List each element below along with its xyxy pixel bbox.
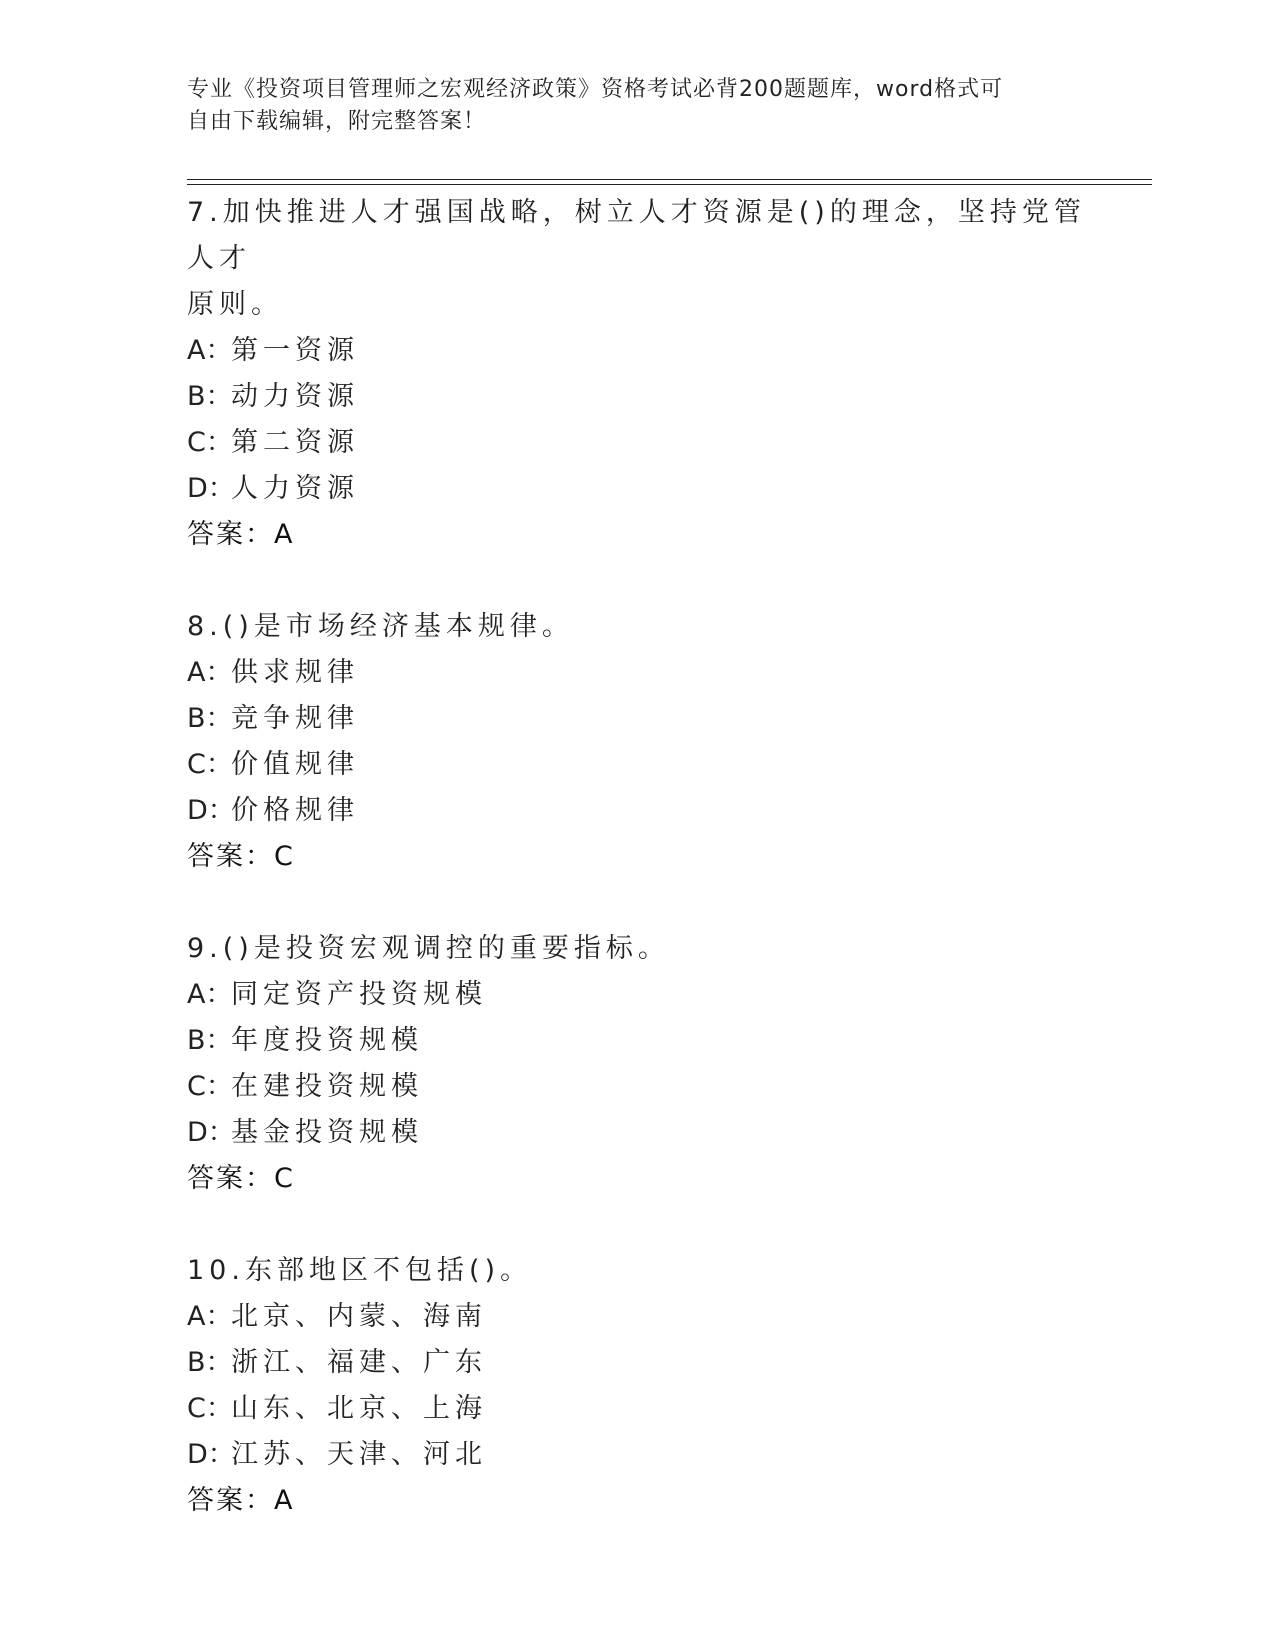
question-list	[187, 190, 1087, 1570]
option-a	[187, 1294, 1087, 1340]
option-key: B：	[187, 381, 233, 412]
answer-line: 答案：C	[187, 1163, 295, 1194]
option-text: 供求规律	[231, 657, 359, 688]
option-key: A：	[187, 657, 233, 688]
option-text: 浙江、福建、广东	[231, 1347, 487, 1378]
question-7	[187, 190, 1087, 558]
option-key: B：	[187, 1347, 233, 1378]
option-text: 北京、内蒙、海南	[231, 1301, 487, 1332]
option-c	[187, 420, 1087, 466]
answer-line: 答案：A	[187, 1485, 295, 1516]
option-text: 价值规律	[231, 749, 359, 780]
question-10	[187, 1248, 1087, 1524]
option-key: A：	[187, 979, 233, 1010]
option-text: 在建投资规模	[231, 1071, 423, 1102]
option-key: D：	[187, 795, 235, 826]
option-b	[187, 1340, 1087, 1386]
option-c	[187, 1386, 1087, 1432]
option-text: 价格规律	[231, 795, 359, 826]
option-a	[187, 650, 1087, 696]
option-b	[187, 1018, 1087, 1064]
option-key: B：	[187, 1025, 233, 1056]
option-key: C：	[187, 749, 233, 780]
option-text: 第一资源	[231, 335, 359, 366]
answer-line: 答案：A	[187, 519, 295, 550]
option-d	[187, 466, 1087, 512]
option-c	[187, 1064, 1087, 1110]
option-key: B：	[187, 703, 233, 734]
document-header	[187, 74, 1067, 138]
option-key: C：	[187, 1071, 233, 1102]
option-d	[187, 788, 1087, 834]
option-key: A：	[187, 335, 233, 366]
header-divider-top	[187, 179, 1152, 180]
option-text: 动力资源	[231, 381, 359, 412]
option-text: 同定资产投资规模	[231, 979, 487, 1010]
option-d	[187, 1432, 1087, 1478]
option-d	[187, 1110, 1087, 1156]
option-text: 人力资源	[231, 473, 359, 504]
option-key: D：	[187, 1117, 235, 1148]
option-text: 基金投资规模	[231, 1117, 423, 1148]
question-8	[187, 604, 1087, 880]
option-a	[187, 972, 1087, 1018]
question-9	[187, 926, 1087, 1202]
option-text: 竞争规律	[231, 703, 359, 734]
option-b	[187, 374, 1087, 420]
option-a	[187, 328, 1087, 374]
option-key: D：	[187, 1439, 235, 1470]
option-key: C：	[187, 427, 233, 458]
option-c	[187, 742, 1087, 788]
option-key: C：	[187, 1393, 233, 1424]
option-key: D：	[187, 473, 235, 504]
header-divider-bottom	[187, 184, 1152, 185]
header-line-1: 专业《投资项目管理师之宏观经济政策》资格考试必背200题题库，word格式可	[187, 77, 1004, 102]
header-line-2: 自由下载编辑，附完整答案！	[187, 109, 487, 134]
question-stem-continued: 原则。	[187, 289, 283, 320]
option-text: 山东、北京、上海	[231, 1393, 487, 1424]
option-text: 年度投资规模	[231, 1025, 423, 1056]
option-b	[187, 696, 1087, 742]
question-stem: 8.()是市场经济基本规律。	[187, 611, 574, 642]
option-text: 第二资源	[231, 427, 359, 458]
question-stem: 9.()是投资宏观调控的重要指标。	[187, 933, 670, 964]
option-key: A：	[187, 1301, 233, 1332]
option-text: 江苏、天津、河北	[231, 1439, 487, 1470]
answer-line: 答案：C	[187, 841, 295, 872]
question-stem: 10.东部地区不包括()。	[187, 1255, 533, 1286]
question-stem: 7.加快推进人才强国战略，树立人才资源是()的理念，坚持党管人才	[187, 197, 1086, 274]
